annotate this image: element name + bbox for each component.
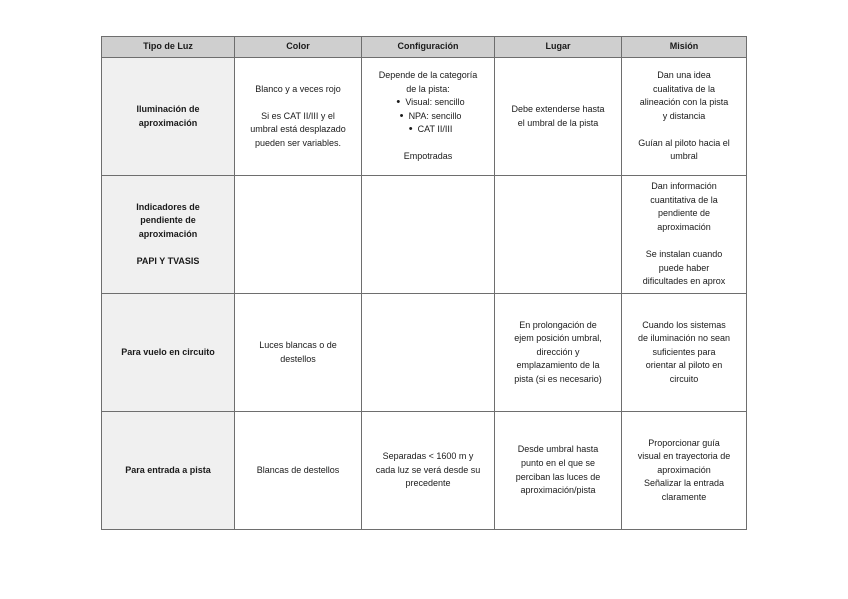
color-line: destellos (280, 353, 316, 364)
cell-tipo (102, 294, 235, 412)
blank-line (626, 235, 742, 249)
color-line: Blancas de destellos (256, 464, 340, 475)
header-configuracion: Configuración (362, 37, 495, 58)
color-line: Blanco y a veces rojo (255, 83, 341, 94)
header-lugar: Lugar (495, 37, 622, 58)
cell-tipo (102, 58, 235, 176)
mision-line: y distancia (662, 110, 706, 121)
cell-lugar (495, 412, 622, 530)
mision-line: cualitativa de la (652, 83, 716, 94)
color-line: umbral está desplazado (250, 124, 346, 135)
mision-line: claramente (661, 491, 707, 502)
tipo-line: pendiente de (140, 215, 196, 226)
mision-line: orientar al piloto en (645, 360, 723, 371)
cell-lugar (495, 176, 622, 294)
mision-line: umbral (670, 151, 698, 162)
tipo-line: aproximación (138, 117, 198, 128)
cell-tipo (102, 176, 235, 294)
table-row (102, 176, 747, 294)
tipo-line: Iluminación de (136, 103, 200, 114)
lugar-line: Debe extenderse hasta (511, 103, 605, 114)
tipo-line: Indicadores de (136, 201, 200, 212)
lighting-table (101, 36, 747, 530)
mision-line: Proporcionar guía (648, 437, 720, 448)
config-line: Depende de la categoría (378, 69, 478, 80)
header-color: Color (235, 37, 362, 58)
lugar-line: Desde umbral hasta (517, 444, 599, 455)
mision-line: puede haber (658, 262, 710, 273)
blank-line (106, 241, 230, 255)
config-line: cada luz se verá desde su (375, 464, 481, 475)
lugar-line: emplazamiento de la (516, 360, 600, 371)
lugar-line: pista (si es necesario) (514, 373, 602, 384)
mision-line: Dan una idea (657, 69, 711, 80)
cell-color (235, 176, 362, 294)
tipo-line: PAPI Y TVASIS (136, 255, 200, 266)
lugar-line: aproximación/pista (520, 485, 596, 496)
mision-line: Guían al piloto hacia el (638, 137, 730, 148)
cell-lugar (495, 294, 622, 412)
blank-line (626, 123, 742, 137)
table-header-row (102, 37, 747, 58)
config-line: Empotradas (403, 151, 453, 162)
config-bullet: • CAT II/III (366, 123, 490, 137)
lugar-line: ejem posición umbral, (514, 333, 602, 344)
color-line: Luces blancas o de (259, 339, 337, 350)
config-line: precedente (405, 478, 451, 489)
tipo-line: aproximación (138, 228, 198, 239)
mision-line: circuito (669, 373, 699, 384)
mision-line: Cuando los sistemas (642, 319, 726, 330)
tipo-line: Para entrada a pista (125, 464, 211, 475)
table-row (102, 412, 747, 530)
color-line: pueden ser variables. (254, 137, 342, 148)
config-line: Separadas < 1600 m y (382, 451, 474, 462)
mision-line: dificultades en aprox (642, 276, 726, 287)
header-mision: Misión (622, 37, 747, 58)
cell-configuracion (362, 294, 495, 412)
cell-configuracion (362, 176, 495, 294)
cell-tipo (102, 412, 235, 530)
lugar-line: perciban las luces de (515, 471, 601, 482)
mision-line: Señalizar la entrada (643, 478, 725, 489)
cell-color (235, 294, 362, 412)
mision-line: cuantitativa de la (650, 194, 718, 205)
config-bullets (366, 96, 490, 137)
lugar-line: punto en el que se (520, 457, 596, 468)
config-bullet: • Visual: sencillo (366, 96, 490, 110)
mision-line: aproximación (657, 464, 711, 475)
table-row (102, 294, 747, 412)
lugar-line: En prolongación de (519, 319, 597, 330)
mision-line: alineación con la pista (639, 97, 729, 108)
cell-mision (622, 412, 747, 530)
header-tipo: Tipo de Luz (102, 37, 235, 58)
blank-line (239, 96, 357, 110)
config-bullet: • NPA: sencillo (366, 110, 490, 124)
config-line: de la pista: (406, 83, 450, 94)
mision-line: aproximación (657, 221, 711, 232)
tipo-line: Para vuelo en circuito (121, 346, 215, 357)
cell-mision (622, 294, 747, 412)
cell-color (235, 412, 362, 530)
lugar-line: dirección y (536, 346, 580, 357)
mision-line: de iluminación no sean (637, 333, 731, 344)
table-row (102, 58, 747, 176)
blank-line (366, 137, 490, 151)
cell-configuracion (362, 58, 495, 176)
mision-line: suficientes para (652, 346, 716, 357)
color-line: Si es CAT II/III y el (261, 110, 335, 121)
cell-mision (622, 58, 747, 176)
mision-line: visual en trayectoria de (637, 451, 731, 462)
cell-configuracion (362, 412, 495, 530)
cell-color (235, 58, 362, 176)
mision-line: Se instalan cuando (645, 249, 723, 260)
mision-line: pendiente de (657, 208, 711, 219)
lugar-line: el umbral de la pista (517, 117, 599, 128)
cell-mision (622, 176, 747, 294)
mision-line: Dan información (651, 181, 717, 192)
cell-lugar (495, 58, 622, 176)
